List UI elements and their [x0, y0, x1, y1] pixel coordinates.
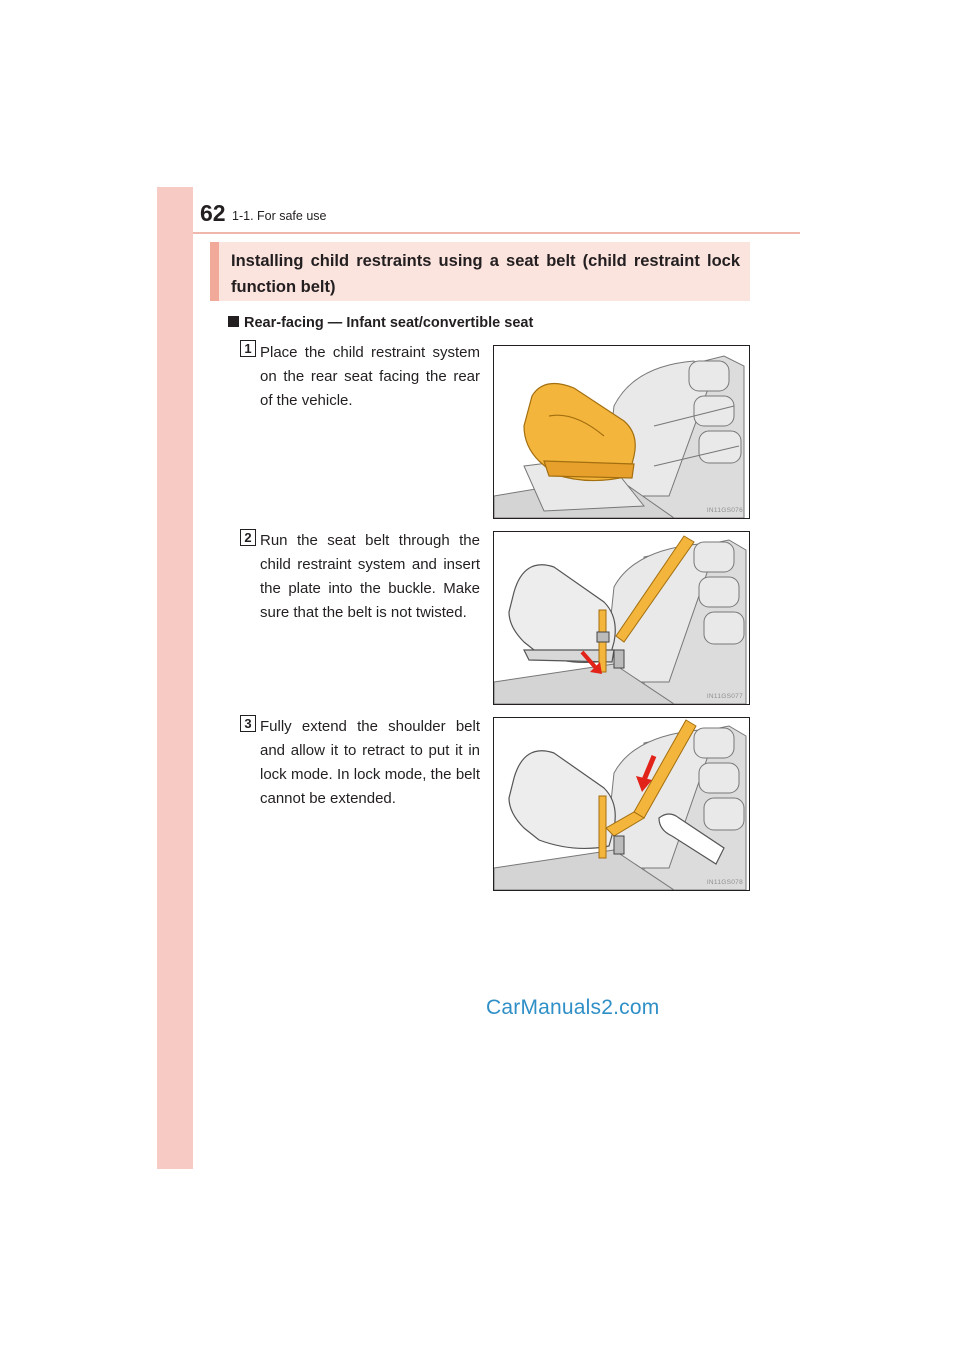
- seat-illustration-2: [494, 532, 749, 704]
- section-title: Installing child restraints using a seat belt (child restraint lock function belt): [210, 242, 750, 301]
- section-label: 1-1. For safe use: [232, 209, 327, 223]
- figure-code-3: IN11GS078: [706, 879, 743, 886]
- page-number: 62: [200, 200, 226, 226]
- step-text-2: Run the seat belt through the child restraint system and insert the plate into the buckle. Make sure that the belt is not twisted.: [260, 532, 480, 621]
- step-text-1: Place the child restraint system on the rear seat facing the rear of the vehicle.: [260, 344, 480, 409]
- step-number-3: 3: [240, 715, 256, 732]
- seat-illustration-1: [494, 346, 749, 518]
- subheading: [228, 313, 533, 333]
- subheading-text: Rear-facing — Infant seat/convertible seat: [244, 315, 534, 331]
- step-text-3: Fully extend the shoulder belt and allow it to retract to put it in lock mode. In lock mode, the belt cannot be extended.: [260, 718, 480, 807]
- header-rule: [193, 232, 800, 234]
- step-number-1: 1: [240, 340, 256, 357]
- side-color-band: [157, 187, 193, 1169]
- step-number-2: 2: [240, 529, 256, 546]
- square-bullet-icon: [228, 316, 239, 327]
- figure-step-2: [493, 531, 750, 705]
- watermark: CarManuals2.com: [486, 996, 660, 1019]
- figure-code-1: IN11GS076: [706, 507, 743, 514]
- figure-code-2: IN11GS077: [706, 693, 743, 700]
- seat-illustration-3: [494, 718, 749, 890]
- figure-step-1: [493, 345, 750, 519]
- figure-step-3: [493, 717, 750, 891]
